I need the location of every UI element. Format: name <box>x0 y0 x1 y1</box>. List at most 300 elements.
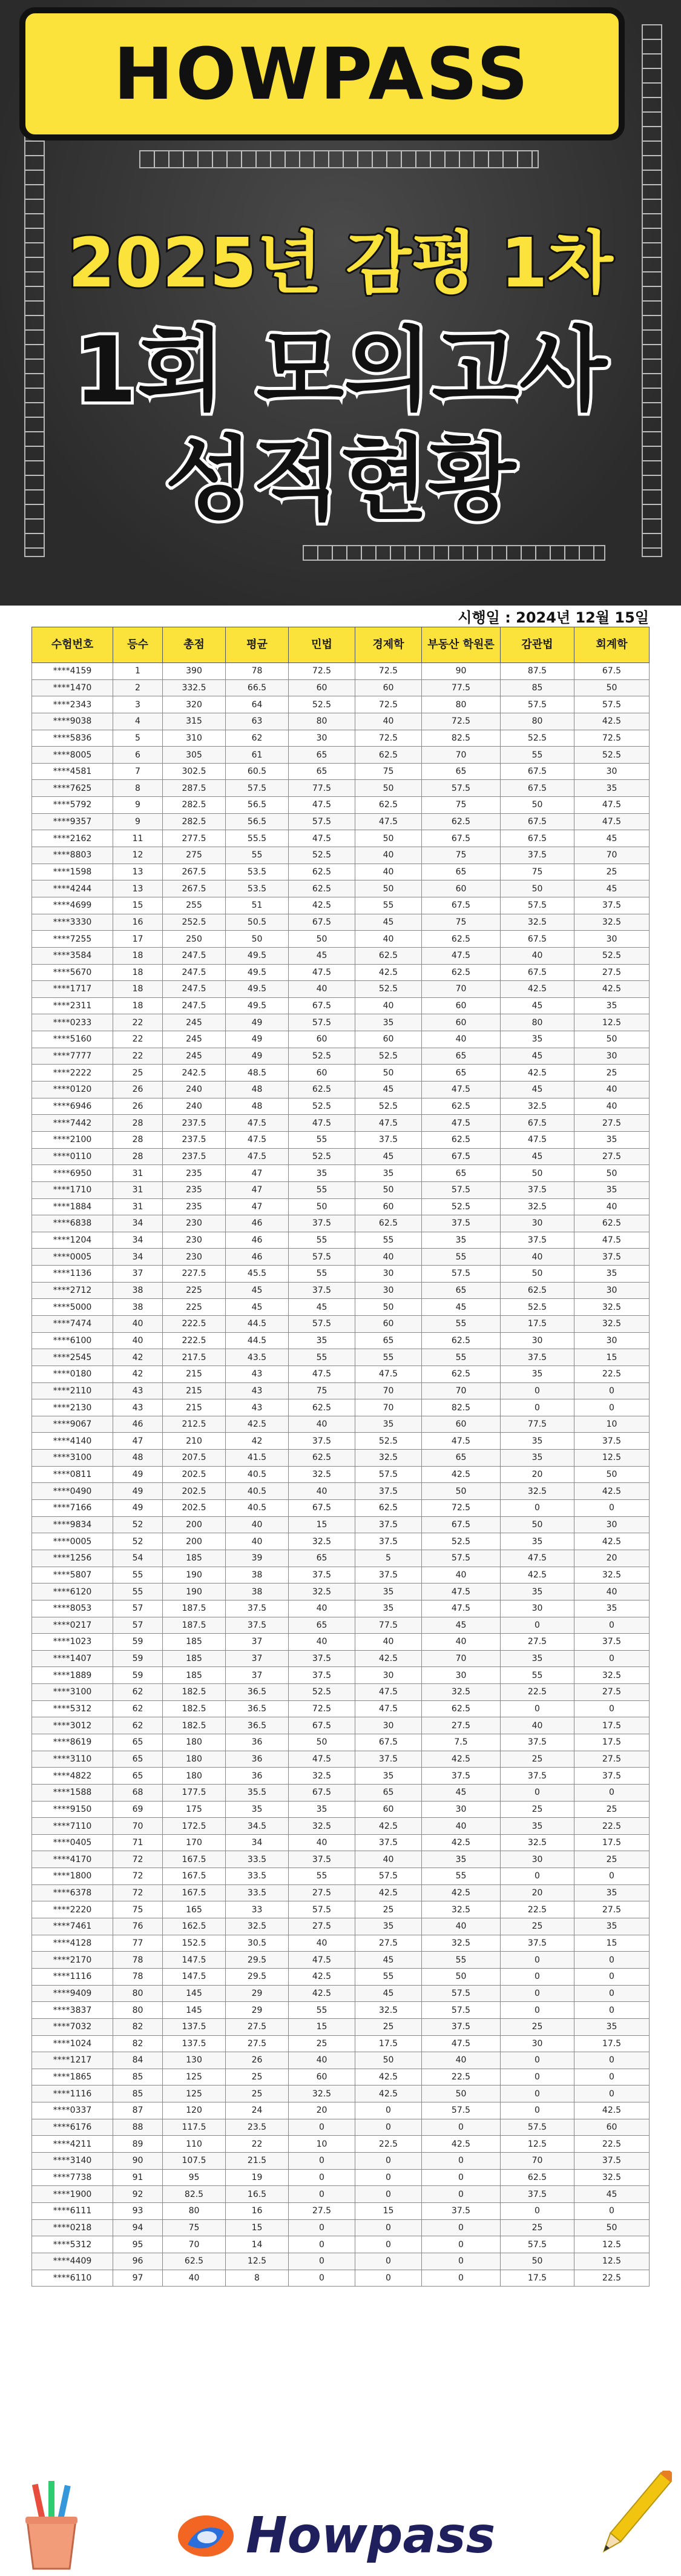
table-cell: 37.5 <box>355 1751 422 1768</box>
table-cell: 235 <box>163 1181 226 1198</box>
table-cell: 48 <box>226 1098 289 1115</box>
table-cell: 34.5 <box>226 1818 289 1835</box>
table-cell: 0 <box>574 1784 650 1801</box>
table-cell: 25 <box>574 1065 650 1082</box>
table-cell: 95 <box>113 2236 163 2253</box>
table-cell: ****6838 <box>32 1215 113 1232</box>
table-cell: 62.5 <box>355 747 422 764</box>
table-cell: 42.5 <box>501 1567 574 1584</box>
table-cell: 30 <box>574 763 650 780</box>
table-row <box>32 1014 650 1031</box>
table-cell: 32.5 <box>574 2169 650 2186</box>
table-cell: 0 <box>501 1968 574 1985</box>
table-cell: 72.5 <box>422 1500 501 1517</box>
table-cell: 172.5 <box>163 1818 226 1835</box>
table-cell: 85 <box>501 679 574 696</box>
table-cell: 62.5 <box>289 1450 355 1467</box>
table-cell: 50 <box>355 1065 422 1082</box>
table-cell: 5 <box>355 1550 422 1567</box>
table-cell: 64 <box>226 696 289 713</box>
table-cell: 44.5 <box>226 1332 289 1349</box>
table-cell: 182.5 <box>163 1684 226 1701</box>
table-cell: 75 <box>355 763 422 780</box>
pencil-cup-illustration <box>18 2478 85 2574</box>
table-row <box>32 1315 650 1332</box>
table-cell: 37.5 <box>422 2202 501 2219</box>
table-cell: 275 <box>163 847 226 864</box>
table-cell: 11 <box>113 830 163 847</box>
table-cell: 55 <box>422 1315 501 1332</box>
table-cell: 63 <box>226 713 289 730</box>
table-cell: 47.5 <box>422 1115 501 1132</box>
table-cell: 52.5 <box>355 1048 422 1065</box>
table-cell: 35 <box>501 1533 574 1550</box>
table-cell: 49 <box>226 1014 289 1031</box>
table-cell: 180 <box>163 1768 226 1785</box>
table-cell: 31 <box>113 1181 163 1198</box>
table-cell: 43 <box>226 1382 289 1399</box>
table-cell: 62.5 <box>355 1215 422 1232</box>
table-cell: ****7166 <box>32 1500 113 1517</box>
table-cell: 52.5 <box>289 847 355 864</box>
table-cell: 34 <box>113 1215 163 1232</box>
table-cell: 78 <box>113 1968 163 1985</box>
table-row <box>32 1634 650 1651</box>
table-cell: 110 <box>163 2136 226 2153</box>
table-cell: 49 <box>113 1500 163 1517</box>
table-cell: 250 <box>163 931 226 948</box>
table-cell: 91 <box>113 2169 163 2186</box>
table-cell: 65 <box>289 1550 355 1567</box>
table-cell: 0 <box>574 2069 650 2086</box>
table-cell: 230 <box>163 1215 226 1232</box>
table-cell: 40 <box>355 997 422 1014</box>
table-row <box>32 730 650 747</box>
table-cell: 167.5 <box>163 1884 226 1901</box>
table-cell: 47.5 <box>289 1115 355 1132</box>
table-cell: 28 <box>113 1148 163 1165</box>
table-cell: 65 <box>422 1165 501 1182</box>
table-cell: 49.5 <box>226 947 289 964</box>
table-cell: 27.5 <box>574 1751 650 1768</box>
table-row <box>32 947 650 964</box>
table-row <box>32 1299 650 1316</box>
table-cell: 27.5 <box>289 1884 355 1901</box>
table-cell: 62.5 <box>289 864 355 880</box>
table-row <box>32 747 650 764</box>
title-line-1: 2025년 감평 1차 <box>68 224 613 303</box>
table-cell: 31 <box>113 1165 163 1182</box>
table-cell: 182.5 <box>163 1700 226 1717</box>
table-row <box>32 2018 650 2035</box>
table-cell: 67.5 <box>501 830 574 847</box>
table-cell: 52 <box>113 1533 163 1550</box>
table-cell: 35 <box>289 1801 355 1818</box>
hero-banner <box>0 0 681 606</box>
table-cell: 25 <box>574 1801 650 1818</box>
table-cell: 45 <box>355 1148 422 1165</box>
table-cell: 67.5 <box>289 914 355 931</box>
table-cell: 50 <box>422 2086 501 2102</box>
table-cell: ****9067 <box>32 1416 113 1433</box>
table-cell: 36.5 <box>226 1717 289 1734</box>
table-cell: 45 <box>422 1299 501 1316</box>
table-cell: 34 <box>113 1249 163 1266</box>
table-cell: 9 <box>113 813 163 830</box>
table-cell: ****0180 <box>32 1366 113 1382</box>
table-cell: 47.5 <box>501 1131 574 1148</box>
table-cell: ****2162 <box>32 830 113 847</box>
table-cell: 30 <box>355 1717 422 1734</box>
table-cell: 0 <box>355 2236 422 2253</box>
table-row <box>32 1784 650 1801</box>
table-cell: 67.5 <box>289 997 355 1014</box>
table-cell: 237.5 <box>163 1131 226 1148</box>
ruler-decoration <box>303 545 605 561</box>
table-cell: ****0405 <box>32 1834 113 1851</box>
table-cell: 62.5 <box>422 1700 501 1717</box>
table-cell: 67.5 <box>501 1115 574 1132</box>
table-cell: 35 <box>501 1366 574 1382</box>
table-cell: 52.5 <box>501 730 574 747</box>
table-cell: 42.5 <box>355 1884 422 1901</box>
table-cell: 137.5 <box>163 2018 226 2035</box>
table-cell: 27.5 <box>289 2202 355 2219</box>
table-cell: 59 <box>113 1650 163 1667</box>
table-row <box>32 713 650 730</box>
table-cell: 32.5 <box>501 1834 574 1851</box>
table-cell: 15 <box>113 897 163 914</box>
table-cell: ****0110 <box>32 1148 113 1165</box>
table-cell: 41.5 <box>226 1450 289 1467</box>
table-cell: 55 <box>422 1952 501 1969</box>
column-header: 부동산 학원론 <box>422 627 501 663</box>
table-cell: ****7474 <box>32 1315 113 1332</box>
table-row <box>32 1884 650 1901</box>
table-row <box>32 2052 650 2069</box>
table-row <box>32 1198 650 1215</box>
table-cell: 49 <box>113 1483 163 1500</box>
table-cell: 0 <box>355 2119 422 2136</box>
column-header: 평균 <box>226 627 289 663</box>
table-header-row <box>32 627 650 663</box>
table-row <box>32 2119 650 2136</box>
table-cell: 40 <box>289 1634 355 1651</box>
table-cell: 70 <box>113 1818 163 1835</box>
table-cell: 43.5 <box>226 1349 289 1366</box>
table-row <box>32 1550 650 1567</box>
table-cell: 70 <box>163 2236 226 2253</box>
table-cell: 22.5 <box>501 1901 574 1918</box>
table-cell: 67.5 <box>422 830 501 847</box>
table-cell: 185 <box>163 1650 226 1667</box>
table-row <box>32 1717 650 1734</box>
table-cell: 145 <box>163 1985 226 2002</box>
table-cell: 15 <box>226 2219 289 2236</box>
table-cell: 52.5 <box>289 1098 355 1115</box>
table-row <box>32 931 650 948</box>
table-cell: 39 <box>226 1550 289 1567</box>
table-cell: 0 <box>501 1382 574 1399</box>
table-cell: 62.5 <box>289 880 355 897</box>
table-cell: 22 <box>226 2136 289 2153</box>
table-cell: 0 <box>574 2052 650 2069</box>
table-cell: 47.5 <box>289 830 355 847</box>
table-cell: 20 <box>289 2102 355 2119</box>
table-cell: 37.5 <box>226 1600 289 1617</box>
table-cell: 42.5 <box>289 1968 355 1985</box>
table-cell: 55 <box>355 1968 422 1985</box>
table-cell: 45 <box>355 1952 422 1969</box>
table-cell: 78 <box>113 1952 163 1969</box>
table-row <box>32 1700 650 1717</box>
table-cell: 25 <box>501 2018 574 2035</box>
column-header: 등수 <box>113 627 163 663</box>
table-cell: 40 <box>501 947 574 964</box>
table-row <box>32 1349 650 1366</box>
table-cell: 30 <box>355 1266 422 1283</box>
table-cell: 65 <box>113 1734 163 1751</box>
table-cell: 61 <box>226 747 289 764</box>
table-cell: 40 <box>289 1600 355 1617</box>
table-cell: 42.5 <box>355 1818 422 1835</box>
table-cell: 0 <box>501 1700 574 1717</box>
table-cell: 230 <box>163 1249 226 1266</box>
table-cell: 65 <box>422 1450 501 1467</box>
table-cell: 75 <box>113 1901 163 1918</box>
brand-badge <box>19 7 625 140</box>
table-cell: 177.5 <box>163 1784 226 1801</box>
table-cell: 210 <box>163 1433 226 1450</box>
table-row <box>32 864 650 880</box>
table-cell: 17.5 <box>501 1315 574 1332</box>
table-cell: 25 <box>501 1801 574 1818</box>
table-cell: 35 <box>501 1450 574 1467</box>
table-cell: 30 <box>501 1851 574 1868</box>
table-cell: 62.5 <box>355 797 422 814</box>
table-cell: 2 <box>113 679 163 696</box>
table-cell: ****3100 <box>32 1684 113 1701</box>
table-cell: 35 <box>501 1818 574 1835</box>
table-cell: 90 <box>113 2153 163 2170</box>
table-row <box>32 679 650 696</box>
table-cell: 32.5 <box>289 1533 355 1550</box>
table-cell: 32.5 <box>574 1567 650 1584</box>
table-cell: 0 <box>574 1650 650 1667</box>
table-cell: 147.5 <box>163 1952 226 1969</box>
table-cell: 70 <box>422 1382 501 1399</box>
table-cell: 84 <box>113 2052 163 2069</box>
table-cell: 42.5 <box>501 1065 574 1082</box>
table-cell: 38 <box>226 1567 289 1584</box>
table-cell: 7 <box>113 763 163 780</box>
table-cell: 77 <box>113 1935 163 1952</box>
table-row <box>32 813 650 830</box>
table-cell: 50 <box>355 880 422 897</box>
table-cell: 29 <box>226 2002 289 2019</box>
table-cell: 50 <box>501 1165 574 1182</box>
table-cell: 55 <box>289 1131 355 1148</box>
table-cell: 17 <box>113 931 163 948</box>
table-cell: 50 <box>355 780 422 797</box>
table-cell: ****1204 <box>32 1232 113 1249</box>
table-cell: 0 <box>501 2069 574 2086</box>
table-cell: 57.5 <box>422 2002 501 2019</box>
table-cell: ****7461 <box>32 1918 113 1935</box>
table-cell: 36 <box>226 1751 289 1768</box>
table-cell: 45 <box>289 947 355 964</box>
table-cell: 43 <box>113 1382 163 1399</box>
table-cell: 37.5 <box>574 1768 650 1785</box>
table-cell: 47.5 <box>422 2035 501 2052</box>
table-cell: 37.5 <box>226 1617 289 1634</box>
table-cell: 42.5 <box>289 897 355 914</box>
table-cell: 47.5 <box>355 1115 422 1132</box>
table-cell: ****4581 <box>32 763 113 780</box>
table-cell: 82.5 <box>422 730 501 747</box>
table-cell: 35 <box>355 1600 422 1617</box>
table-cell: 37.5 <box>355 1567 422 1584</box>
table-cell: 47 <box>226 1181 289 1198</box>
table-cell: 130 <box>163 2052 226 2069</box>
table-cell: 190 <box>163 1584 226 1600</box>
table-cell: 55 <box>355 1349 422 1366</box>
table-cell: ****7625 <box>32 780 113 797</box>
table-cell: 305 <box>163 747 226 764</box>
table-cell: ****8803 <box>32 847 113 864</box>
table-cell: 78 <box>226 663 289 680</box>
table-cell: 62.5 <box>574 1215 650 1232</box>
table-cell: 65 <box>289 763 355 780</box>
column-header: 회계학 <box>574 627 650 663</box>
table-cell: 182.5 <box>163 1717 226 1734</box>
table-cell: 37.5 <box>355 1131 422 1148</box>
table-row <box>32 847 650 864</box>
table-cell: 72.5 <box>289 663 355 680</box>
table-cell: 59 <box>113 1634 163 1651</box>
table-cell: 57.5 <box>289 1014 355 1031</box>
table-cell: 200 <box>163 1516 226 1533</box>
table-cell: 92 <box>113 2186 163 2203</box>
table-cell: 80 <box>501 1014 574 1031</box>
table-cell: ****5836 <box>32 730 113 747</box>
table-cell: 162.5 <box>163 1918 226 1935</box>
table-cell: 38 <box>226 1584 289 1600</box>
table-cell: 29.5 <box>226 1968 289 1985</box>
table-cell: 37.5 <box>422 1215 501 1232</box>
table-cell: 62.5 <box>355 1500 422 1517</box>
table-cell: 24 <box>226 2102 289 2119</box>
table-cell: ****9834 <box>32 1516 113 1533</box>
table-body <box>32 663 650 2287</box>
table-cell: 37.5 <box>574 1249 650 1266</box>
table-cell: 37.5 <box>289 1433 355 1450</box>
table-cell: 35 <box>355 1416 422 1433</box>
table-cell: 33.5 <box>226 1884 289 1901</box>
table-cell: 12.5 <box>574 2253 650 2270</box>
table-row <box>32 2236 650 2253</box>
table-cell: 5 <box>113 730 163 747</box>
table-row <box>32 1115 650 1132</box>
table-cell: 38 <box>113 1282 163 1299</box>
table-cell: 282.5 <box>163 813 226 830</box>
table-cell: ****2343 <box>32 696 113 713</box>
table-cell: 40 <box>289 981 355 998</box>
table-cell: 0 <box>422 2236 501 2253</box>
table-cell: 37.5 <box>501 1768 574 1785</box>
table-cell: ****1470 <box>32 679 113 696</box>
table-cell: 55 <box>422 1249 501 1266</box>
table-cell: 242.5 <box>163 1065 226 1082</box>
table-cell: ****5670 <box>32 964 113 981</box>
table-cell: 80 <box>163 2202 226 2219</box>
table-cell: 185 <box>163 1634 226 1651</box>
table-cell: 60 <box>422 880 501 897</box>
table-cell: ****9409 <box>32 1985 113 2002</box>
table-cell: 165 <box>163 1901 226 1918</box>
table-cell: ****0233 <box>32 1014 113 1031</box>
table-cell: 20 <box>501 1466 574 1483</box>
table-cell: 52.5 <box>422 1533 501 1550</box>
table-cell: ****1588 <box>32 1784 113 1801</box>
table-cell: 35 <box>574 1181 650 1198</box>
table-row <box>32 696 650 713</box>
table-cell: ****3012 <box>32 1717 113 1734</box>
table-cell: 27.5 <box>574 1115 650 1132</box>
table-cell: 60 <box>422 1416 501 1433</box>
table-cell: 25 <box>355 1901 422 1918</box>
table-cell: 57.5 <box>422 1266 501 1283</box>
table-cell: 50 <box>574 679 650 696</box>
table-row <box>32 2253 650 2270</box>
table-cell: 27.5 <box>226 2018 289 2035</box>
table-row <box>32 981 650 998</box>
table-cell: 202.5 <box>163 1483 226 1500</box>
table-cell: 37.5 <box>574 2153 650 2170</box>
table-cell: 45 <box>355 914 422 931</box>
table-cell: 45 <box>422 1784 501 1801</box>
table-cell: 60 <box>355 1198 422 1215</box>
table-cell: ****9150 <box>32 1801 113 1818</box>
table-cell: ****3110 <box>32 1751 113 1768</box>
table-cell: 4 <box>113 713 163 730</box>
table-cell: 42.5 <box>226 1416 289 1433</box>
table-cell: 30 <box>574 1332 650 1349</box>
table-cell: 0 <box>501 1985 574 2002</box>
table-cell: 52.5 <box>574 747 650 764</box>
table-row <box>32 1466 650 1483</box>
table-cell: 107.5 <box>163 2153 226 2170</box>
table-cell: 60 <box>422 1014 501 1031</box>
table-row <box>32 1868 650 1885</box>
table-cell: 18 <box>113 947 163 964</box>
table-cell: 3 <box>113 696 163 713</box>
table-cell: 72.5 <box>355 730 422 747</box>
table-cell: 77.5 <box>289 780 355 797</box>
table-cell: 62 <box>113 1717 163 1734</box>
table-cell: 32.5 <box>289 1768 355 1785</box>
table-cell: 93 <box>113 2202 163 2219</box>
table-cell: 57.5 <box>226 780 289 797</box>
table-cell: 245 <box>163 1048 226 1065</box>
table-row <box>32 1165 650 1182</box>
table-cell: ****3330 <box>32 914 113 931</box>
table-cell: 75 <box>422 847 501 864</box>
table-cell: ****4128 <box>32 1935 113 1952</box>
table-cell: ****2712 <box>32 1282 113 1299</box>
table-cell: ****1217 <box>32 2052 113 2069</box>
table-cell: 70 <box>574 847 650 864</box>
